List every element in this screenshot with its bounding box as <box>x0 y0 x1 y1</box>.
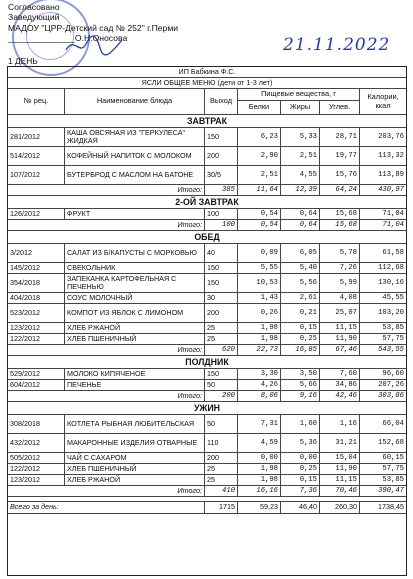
carb-value: 5,78 <box>320 244 360 262</box>
dish-name: СВЕКОЛЬНИК <box>65 263 205 273</box>
header-name: Наименование блюда <box>65 89 205 114</box>
carb-value: 11,90 <box>320 334 360 344</box>
dish-output: 25 <box>205 464 238 474</box>
kcal-value: 152,68 <box>378 438 404 447</box>
table-row <box>8 263 406 274</box>
carb-value: 7,60 <box>320 369 360 379</box>
kcal-value: 53,85 <box>382 323 404 332</box>
dish-name: МАКАРОННЫЕ ИЗДЕЛИЯ ОТВАРНЫЕ <box>65 434 205 452</box>
total-carb: 70,46 <box>320 486 360 496</box>
total-carb: 15,68 <box>320 220 360 230</box>
table-row <box>8 380 406 391</box>
dish-output: 30/5 <box>205 166 238 184</box>
section-title-text: УЖИН <box>193 402 221 413</box>
kcal-value: 66,04 <box>382 419 404 428</box>
carb-value: 5,99 <box>320 274 360 292</box>
org-name <box>8 67 406 78</box>
kcal-value: 60,15 <box>382 453 404 462</box>
kcal-value: 130,16 <box>378 278 404 287</box>
recipe-number: 3/2012 <box>8 244 65 262</box>
approval-position: Заведующий <box>8 12 60 23</box>
dish-output: 50 <box>205 380 238 390</box>
total-fat: 0,64 <box>281 220 320 230</box>
total-kcal: 430,97 <box>378 185 404 194</box>
dish-name: СОУС МОЛОЧНЫЙ <box>65 293 205 303</box>
section-total <box>8 185 406 196</box>
section-title <box>8 356 406 369</box>
dish-name: ПЕЧЕНЬЕ <box>65 380 205 390</box>
total-label: Итого: <box>8 391 205 401</box>
table-header <box>8 89 406 115</box>
carb-value: 7,26 <box>320 263 360 273</box>
dish-output: 150 <box>205 263 238 273</box>
recipe-number: 123/2012 <box>8 475 65 485</box>
total-kcal: 71,04 <box>382 220 404 229</box>
dish-name: БУТЕРБРОД С МАСЛОМ НА БАТОНЕ <box>65 166 205 184</box>
recipe-number: 145/2012 <box>8 263 65 273</box>
total-label: Итого: <box>8 185 205 195</box>
kcal-value: 113,32 <box>378 151 404 160</box>
approval-org: МАДОУ "ЦРР-Детский сад № 252" г.Перми <box>8 22 179 33</box>
menu-table <box>7 66 407 576</box>
section-total <box>8 345 406 356</box>
fat-value: 6,05 <box>281 244 320 262</box>
total-protein: 11,64 <box>238 185 281 195</box>
recipe-number: 529/2012 <box>8 369 65 379</box>
kcal-value: 207,26 <box>378 380 404 389</box>
total-kcal: 543,55 <box>378 345 404 354</box>
dish-output: 100 <box>205 209 238 219</box>
fat-value: 5,40 <box>281 263 320 273</box>
fat-value: 5,36 <box>281 434 320 452</box>
table-row <box>8 166 406 185</box>
recipe-number: 354/2018 <box>8 274 65 292</box>
table-row <box>8 369 406 380</box>
header-recipe: № рец. <box>8 89 65 114</box>
table-row <box>8 475 406 486</box>
dish-output: 150 <box>205 128 238 146</box>
total-fat: 9,16 <box>281 391 320 401</box>
approval-title: Согласовано <box>8 2 60 12</box>
recipe-number: 505/2012 <box>8 453 65 463</box>
table-row <box>8 323 406 334</box>
kcal-value: 45,55 <box>382 293 404 302</box>
kcal-value: 96,60 <box>382 369 404 378</box>
recipe-number: 122/2012 <box>8 334 65 344</box>
header-protein: Белки <box>238 101 281 114</box>
carb-value: 11,90 <box>320 464 360 474</box>
table-row <box>8 209 406 220</box>
dish-name: КОМПОТ ИЗ ЯБЛОК С ЛИМОНОМ <box>65 304 205 322</box>
fat-value: 3,50 <box>281 369 320 379</box>
total-carb: 42,46 <box>320 391 360 401</box>
total-output: 385 <box>205 185 238 195</box>
fat-value: 0,00 <box>281 453 320 463</box>
recipe-number: 604/2012 <box>8 380 65 390</box>
protein-value: 0,00 <box>238 453 281 463</box>
header-carb: Углев. <box>320 101 360 114</box>
fat-value: 0,64 <box>281 209 320 219</box>
fat-value: 5,66 <box>281 380 320 390</box>
total-output: 410 <box>205 486 238 496</box>
kcal-value: 57,75 <box>382 334 404 343</box>
grand-total-protein: 59,23 <box>238 502 281 513</box>
fat-value: 2,51 <box>281 147 320 165</box>
total-output: 100 <box>205 220 238 230</box>
protein-value: 0,26 <box>238 304 281 322</box>
table-row <box>8 304 406 323</box>
dish-output: 25 <box>205 475 238 485</box>
grand-total-kcal: 1738,45 <box>378 502 404 512</box>
total-output: 200 <box>205 391 238 401</box>
fat-value: 2,61 <box>281 293 320 303</box>
dish-name: ХЛЕБ РЖАНОЙ <box>65 323 205 333</box>
recipe-number: 126/2012 <box>8 209 65 219</box>
fat-value: 5,33 <box>281 128 320 146</box>
carb-value: 25,07 <box>320 304 360 322</box>
total-fat: 16,85 <box>281 345 320 355</box>
table-row <box>8 434 406 453</box>
dish-output: 200 <box>205 453 238 463</box>
section-title-text: 2-ОЙ ЗАВТРАК <box>175 196 239 207</box>
fat-value: 0,25 <box>281 334 320 344</box>
recipe-number: 308/2018 <box>8 415 65 433</box>
fat-value: 0,15 <box>281 475 320 485</box>
section-title-text: ЗАВТРАК <box>186 115 228 126</box>
protein-value: 4,59 <box>238 434 281 452</box>
protein-value: 10,53 <box>238 274 281 292</box>
carb-value: 4,08 <box>320 293 360 303</box>
dish-output: 40 <box>205 244 238 262</box>
dish-name: КАША ОВСЯНАЯ ИЗ "ГЕРКУЛЕСА" ЖИДКАЯ <box>65 128 205 146</box>
carb-value: 11,15 <box>320 475 360 485</box>
signature <box>64 32 124 58</box>
table-row <box>8 147 406 166</box>
carb-value: 15,68 <box>320 209 360 219</box>
dish-output: 200 <box>205 147 238 165</box>
dish-name: МОЛОКО КИПЯЧЕНОЕ <box>65 369 205 379</box>
header-output: Выход <box>205 89 238 114</box>
table-row <box>8 415 406 434</box>
protein-value: 1,98 <box>238 464 281 474</box>
dish-output: 150 <box>205 369 238 379</box>
total-protein: 0,54 <box>238 220 281 230</box>
fat-value: 0,21 <box>281 304 320 322</box>
total-carb: 67,46 <box>320 345 360 355</box>
protein-value: 4,26 <box>238 380 281 390</box>
total-kcal: 390,47 <box>378 486 404 495</box>
protein-value: 6,23 <box>238 128 281 146</box>
carb-value: 15,04 <box>320 453 360 463</box>
carb-value: 28,71 <box>320 128 360 146</box>
grand-total-fat: 46,40 <box>281 502 320 513</box>
grand-total <box>8 502 406 514</box>
org-name-text: ИП Бабкина Ф.С. <box>178 67 236 76</box>
menu-title <box>8 78 406 89</box>
dish-name: ЗАПЕКАНКА КАРТОФЕЛЬНАЯ С ПЕЧЕНЬЮ <box>65 274 205 292</box>
handwritten-date: 21.11.2022 <box>283 35 391 55</box>
recipe-number: 123/2012 <box>8 323 65 333</box>
grand-total-carb: 260,30 <box>320 502 360 513</box>
dish-name: САЛАТ ИЗ Б/КАПУСТЫ С МОРКОВЬЮ <box>65 244 205 262</box>
recipe-number: 107/2012 <box>8 166 65 184</box>
protein-value: 0,54 <box>238 209 281 219</box>
table-row <box>8 334 406 345</box>
kcal-value: 203,76 <box>378 132 404 141</box>
total-label: Итого: <box>8 486 205 496</box>
dish-name: ЧАЙ С САХАРОМ <box>65 453 205 463</box>
carb-value: 1,16 <box>320 415 360 433</box>
signature-line: ______________ <box>8 33 75 44</box>
table-row <box>8 244 406 263</box>
kcal-value: 53,85 <box>382 475 404 484</box>
kcal-value: 61,58 <box>382 248 404 257</box>
fat-value: 4,55 <box>281 166 320 184</box>
dish-output: 25 <box>205 323 238 333</box>
dish-output: 150 <box>205 274 238 292</box>
section-title <box>8 115 406 128</box>
table-row <box>8 293 406 304</box>
section-title-text: ПОЛДНИК <box>185 356 229 367</box>
protein-value: 1,98 <box>238 334 281 344</box>
recipe-number: 432/2012 <box>8 434 65 452</box>
fat-value: 5,56 <box>281 274 320 292</box>
grand-total-label: Всего за день: <box>8 502 205 513</box>
section-total <box>8 391 406 402</box>
total-kcal: 303,86 <box>378 391 404 400</box>
section-title <box>8 402 406 415</box>
protein-value: 1,98 <box>238 323 281 333</box>
total-protein: 8,06 <box>238 391 281 401</box>
total-carb: 64,24 <box>320 185 360 195</box>
protein-value: 7,31 <box>238 415 281 433</box>
protein-value: 1,98 <box>238 475 281 485</box>
total-label: Итого: <box>8 345 205 355</box>
dish-output: 25 <box>205 334 238 344</box>
dish-name: ФРУКТ <box>65 209 205 219</box>
total-protein: 16,16 <box>238 486 281 496</box>
kcal-value: 71,04 <box>382 209 404 218</box>
table-row <box>8 128 406 147</box>
total-fat: 12,39 <box>281 185 320 195</box>
section-title <box>8 231 406 244</box>
dish-output: 200 <box>205 304 238 322</box>
table-row <box>8 274 406 293</box>
recipe-number: 523/2012 <box>8 304 65 322</box>
carb-value: 11,15 <box>320 323 360 333</box>
header-kcal: Калории, ккал <box>367 92 399 110</box>
fat-value: 0,25 <box>281 464 320 474</box>
section-total <box>8 220 406 231</box>
dish-output: 110 <box>205 434 238 452</box>
section-total <box>8 486 406 497</box>
protein-value: 3,30 <box>238 369 281 379</box>
carb-value: 34,86 <box>320 380 360 390</box>
kcal-value: 103,20 <box>378 308 404 317</box>
total-output: 620 <box>205 345 238 355</box>
protein-value: 1,43 <box>238 293 281 303</box>
dish-name: ХЛЕБ РЖАНОЙ <box>65 475 205 485</box>
total-fat: 7,36 <box>281 486 320 496</box>
dish-name: КОТЛЕТА РЫБНАЯ ЛЮБИТЕЛЬСКАЯ <box>65 415 205 433</box>
carb-value: 15,76 <box>320 166 360 184</box>
grand-total-output: 1715 <box>205 502 238 513</box>
carb-value: 19,77 <box>320 147 360 165</box>
dish-name: КОФЕЙНЫЙ НАПИТОК С МОЛОКОМ <box>65 147 205 165</box>
kcal-value: 112,68 <box>378 263 404 272</box>
section-title-text: ОБЕД <box>194 231 220 242</box>
dish-output: 30 <box>205 293 238 303</box>
protein-value: 5,55 <box>238 263 281 273</box>
kcal-value: 57,75 <box>382 464 404 473</box>
dish-name: ХЛЕБ ПШЕНИЧНЫЙ <box>65 464 205 474</box>
kcal-value: 113,89 <box>378 170 404 179</box>
total-label: Итого: <box>8 220 205 230</box>
signer-name: О.Н.Оносова <box>74 33 128 44</box>
table-row <box>8 464 406 475</box>
fat-value: 0,15 <box>281 323 320 333</box>
recipe-number: 514/2012 <box>8 147 65 165</box>
protein-value: 0,09 <box>238 244 281 262</box>
dish-name: ХЛЕБ ПШЕНИЧНЫЙ <box>65 334 205 344</box>
table-row <box>8 453 406 464</box>
dish-output: 50 <box>205 415 238 433</box>
total-protein: 22,73 <box>238 345 281 355</box>
header-nutrients: Пищевые вещества, г <box>238 89 360 101</box>
carb-value: 31,21 <box>320 434 360 452</box>
recipe-number: 122/2012 <box>8 464 65 474</box>
recipe-number: 404/2018 <box>8 293 65 303</box>
fat-value: 1,60 <box>281 415 320 433</box>
protein-value: 2,90 <box>238 147 281 165</box>
header-fat: Жиры <box>281 101 320 114</box>
menu-title-text: ЯСЛИ ОБЩЕЕ МЕНЮ (дети от 1-3 лет) <box>141 78 273 87</box>
recipe-number: 281/2012 <box>8 128 65 146</box>
day-label: 1 ДЕНЬ <box>8 56 38 66</box>
protein-value: 2,51 <box>238 166 281 184</box>
section-title <box>8 196 406 209</box>
